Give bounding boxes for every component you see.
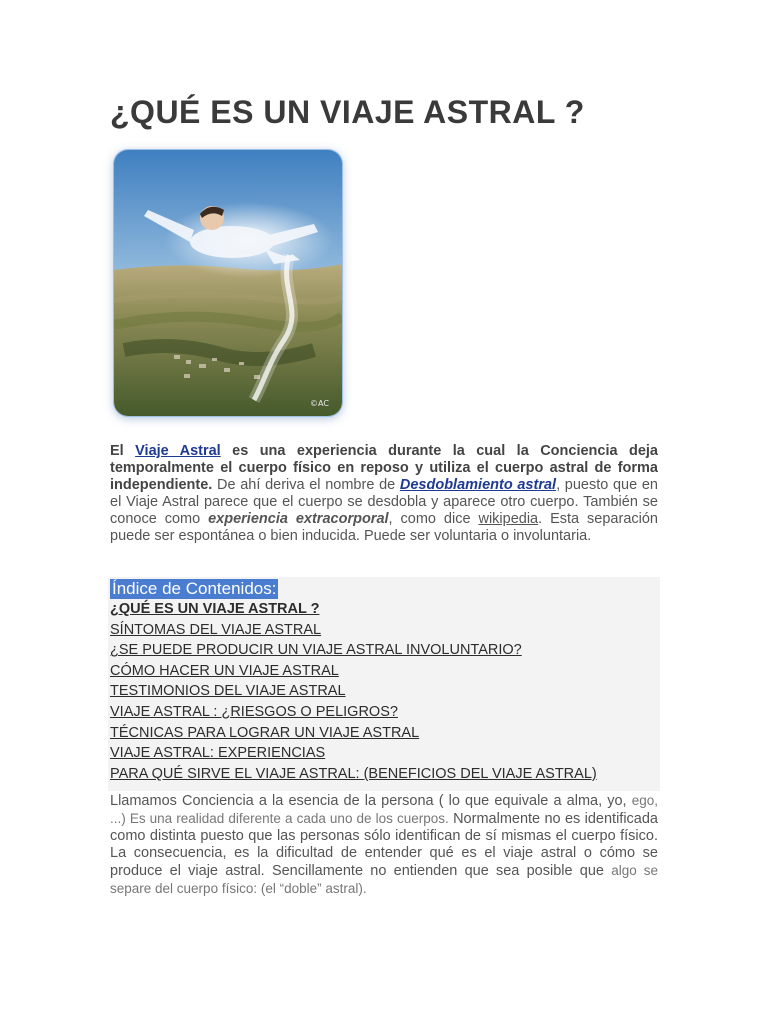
toc-item bbox=[110, 681, 597, 702]
body-text-1: Llamamos Conciencia a la esencia de la persona ( lo que equivale a alma, yo, bbox=[110, 793, 632, 809]
intro-emphasis: experiencia extracorporal bbox=[208, 511, 389, 527]
toc-item bbox=[110, 640, 597, 661]
intro-text-5: , como dice bbox=[388, 511, 479, 527]
toc-item bbox=[110, 764, 597, 785]
toc-item bbox=[110, 723, 597, 744]
toc-item bbox=[110, 661, 597, 682]
intro-text-1: El bbox=[110, 443, 136, 459]
toc-item bbox=[110, 599, 597, 620]
toc-link-riesgos[interactable]: VIAJE ASTRAL : ¿RIESGOS O PELIGROS? bbox=[110, 703, 398, 720]
toc-item bbox=[110, 743, 597, 764]
body-text-4: algo se separe del cuerpo físico: (el “doble” astral). bbox=[110, 863, 658, 896]
toc-link-sintomas[interactable]: SÍNTOMAS DEL VIAJE ASTRAL bbox=[110, 621, 322, 638]
intro-text-4: , puesto que en el Viaje Astral parece que el cuerpo se desdobla y aparece otro cuerpo. También se conoce como bbox=[110, 477, 658, 527]
toc-link-tecnicas[interactable]: TÉCNICAS PARA LOGRAR UN VIAJE ASTRAL bbox=[110, 724, 420, 741]
conciencia-paragraph bbox=[110, 792, 658, 898]
page-title: ¿QUÉ ES UN VIAJE ASTRAL ? bbox=[110, 94, 585, 130]
toc-list bbox=[110, 599, 597, 784]
astral-travel-image bbox=[114, 150, 342, 416]
intro-text-2: es una experiencia durante la cual la Conciencia deja temporalmente el cuerpo físico en reposo y utiliza el cuerpo astral de forma independiente. bbox=[110, 443, 658, 493]
image-watermark: ©AC bbox=[310, 399, 329, 408]
intro-paragraph bbox=[110, 443, 658, 545]
toc-link-experiencias[interactable]: VIAJE ASTRAL: EXPERIENCIAS bbox=[110, 745, 326, 762]
viaje-astral-link[interactable]: Viaje Astral bbox=[135, 443, 221, 459]
toc-link-involuntario[interactable]: ¿SE PUEDE PRODUCIR UN VIAJE ASTRAL INVOLUNTARIO? bbox=[110, 642, 522, 659]
toc-link-como-hacer[interactable]: CÓMO HACER UN VIAJE ASTRAL bbox=[110, 662, 339, 679]
toc-title: Índice de Contenidos: bbox=[112, 579, 277, 598]
body-text-3: Normalmente no es identificada como distinta puesto que las personas sólo identifican de sí mismas el cuerpo físico. La consecuencia, es la dificultad de entender qué es el viaje astral o cómo se produce el viaje astral. Sencillamente no entienden que sea posible que bbox=[110, 811, 658, 879]
desdoblamiento-link[interactable] bbox=[400, 477, 556, 493]
body-text-2: ego, ...) Es una realidad diferente a cada uno de los cuerpos. bbox=[110, 793, 658, 826]
toc-link-beneficios[interactable]: PARA QUÉ SIRVE EL VIAJE ASTRAL: (BENEFICIOS DEL VIAJE ASTRAL) bbox=[110, 765, 597, 782]
intro-text-6: . Esta separación puede ser espontánea o bien inducida. Puede ser voluntaria o involuntaria. bbox=[110, 511, 658, 544]
toc-item bbox=[110, 620, 597, 641]
wikipedia-link[interactable]: wikipedia bbox=[478, 511, 539, 527]
table-of-contents bbox=[108, 577, 660, 791]
toc-link-testimonios[interactable]: TESTIMONIOS DEL VIAJE ASTRAL bbox=[110, 683, 346, 700]
toc-item bbox=[110, 702, 597, 723]
desdoblamiento-link-label: Desdoblamiento astral bbox=[399, 477, 557, 493]
intro-text-3: De ahí deriva el nombre de bbox=[212, 477, 400, 493]
toc-link-que-es[interactable]: ¿QUÉ ES UN VIAJE ASTRAL ? bbox=[110, 601, 320, 617]
